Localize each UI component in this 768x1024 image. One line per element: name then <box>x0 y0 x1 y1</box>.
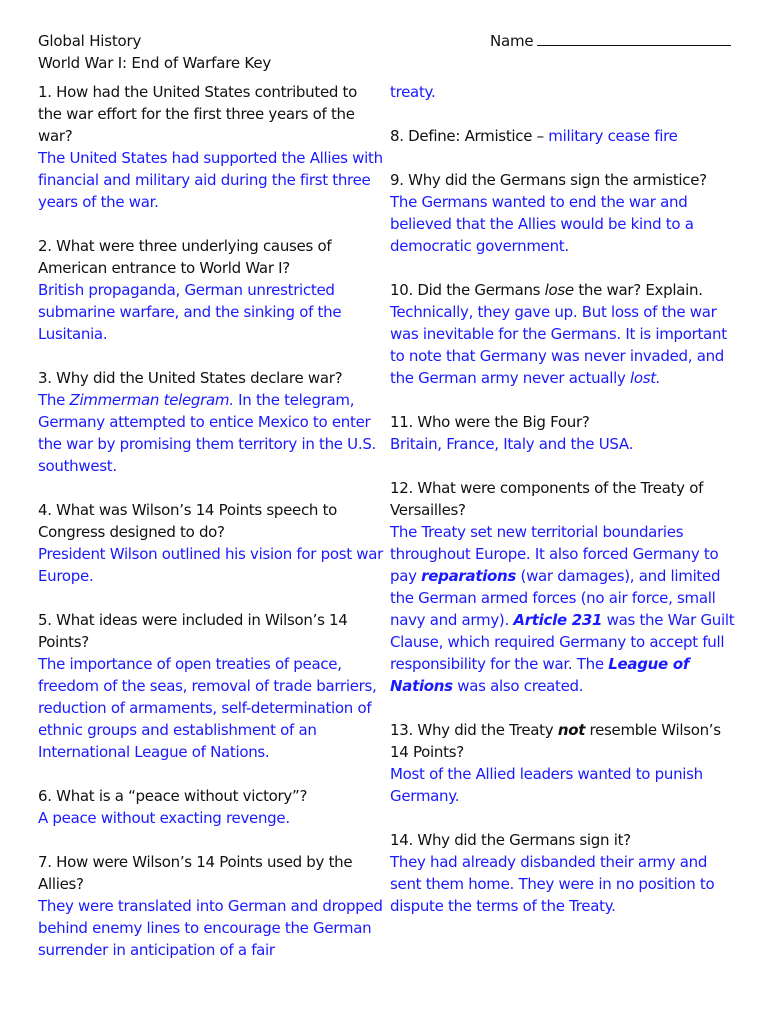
definition-term: 8. Define: Armistice – <box>390 127 549 145</box>
answer-emphasis: lost. <box>630 369 661 387</box>
definition-answer: military cease fire <box>548 127 678 145</box>
question-4 <box>38 499 383 587</box>
answer-text: They were translated into German and dropped behind enemy lines to encourage the German surrender in anticipation of a fair <box>38 897 383 959</box>
question-emphasis: not <box>557 721 586 739</box>
answer-main: Technically, they gave up. But loss of the war was inevitable for the Germans. It is important to note that Germany was never invaded, and the German army never actually <box>390 303 727 387</box>
question-rest: the war? Explain. <box>573 281 703 299</box>
answer-emphasis: Zimmerman telegram. <box>69 391 234 409</box>
answer-text: The Germans wanted to end the war and believed that the Allies would be kind to a democratic government. <box>390 193 694 255</box>
question-9 <box>390 169 742 257</box>
name-blank-line <box>537 31 731 46</box>
answer-lead: The <box>38 391 70 409</box>
question-7 <box>38 851 383 961</box>
question-text: 9. Why did the Germans sign the armistice? <box>390 171 707 189</box>
question-14 <box>390 829 742 917</box>
question-1 <box>38 81 383 213</box>
question-text: 12. What were components of the Treaty of Versailles? <box>390 479 704 519</box>
course-title: Global History <box>38 32 142 50</box>
question-10 <box>390 279 742 389</box>
right-column <box>390 81 742 939</box>
question-text <box>390 125 742 147</box>
left-column <box>38 81 383 983</box>
question-text: 4. What was Wilson’s 14 Points speech to Congress designed to do? <box>38 501 338 541</box>
question-12 <box>390 477 742 697</box>
answer-text: President Wilson outlined his vision for post war Europe. <box>38 545 383 585</box>
answer-rest: In the telegram, Germany attempted to entice Mexico to enter the war by promising them territory in the U.S. southwest. <box>38 391 377 475</box>
question-8 <box>390 125 742 147</box>
question-emphasis: lose <box>544 281 574 299</box>
answer-text: Most of the Allied leaders wanted to punish Germany. <box>390 765 703 805</box>
question-text: 6. What is a “peace without victory”? <box>38 787 308 805</box>
question-lead: 10. Did the Germans <box>390 281 545 299</box>
answer-text <box>390 521 742 697</box>
answer-text: The United States had supported the Allies with financial and military aid during the first three years of the war. <box>38 149 383 211</box>
question-rest: resemble Wilson’s 14 Points? <box>390 721 721 761</box>
term-league-of-nations: League of Nations <box>390 655 690 695</box>
answer-text: treaty. <box>390 83 436 101</box>
answer-text: The importance of open treaties of peace, freedom of the seas, removal of trade barriers, reduction of armaments, self-determination of ethnic groups and establishment of an International League of Nations. <box>38 655 377 761</box>
worksheet-subtitle: World War I: End of Warfare Key <box>38 54 272 72</box>
question-text: 3. Why did the United States declare war? <box>38 369 343 387</box>
question-text: 7. How were Wilson’s 14 Points used by the Allies? <box>38 853 353 893</box>
question-7-continued <box>390 81 742 103</box>
answer-text: Britain, France, Italy and the USA. <box>390 435 634 453</box>
question-6 <box>38 785 383 829</box>
question-text: 5. What ideas were included in Wilson’s 14 Points? <box>38 611 348 651</box>
answer-part-2: (war damages), and limited the German armed forces (no air force, small navy and army). <box>390 567 721 629</box>
question-text: 1. How had the United States contributed to the war effort for the first three years of the war? <box>38 83 358 145</box>
answer-text: A peace without exacting revenge. <box>38 809 290 827</box>
answer-part-4: was also created. <box>452 677 584 695</box>
question-11 <box>390 411 742 455</box>
question-text: 11. Who were the Big Four? <box>390 413 590 431</box>
question-2 <box>38 235 383 345</box>
header-left <box>38 30 271 74</box>
answer-part-3: was the War Guilt Clause, which required Germany to accept full responsibility for the war. The <box>390 611 735 673</box>
header-right <box>490 30 731 52</box>
answer-text: They had already disbanded their army and sent them home. They were in no position to dispute the terms of the Treaty. <box>390 853 715 915</box>
question-13 <box>390 719 742 807</box>
answer-text: British propaganda, German unrestricted submarine warfare, and the sinking of the Lusitania. <box>38 281 342 343</box>
answer-text <box>38 389 383 477</box>
term-reparations: reparations <box>421 567 517 585</box>
question-text: 2. What were three underlying causes of American entrance to World War I? <box>38 237 332 277</box>
answer-part-1: The Treaty set new territorial boundaries throughout Europe. It also forced Germany to pay <box>390 523 719 585</box>
name-label: Name <box>490 32 534 50</box>
question-5 <box>38 609 383 763</box>
question-text: 14. Why did the Germans sign it? <box>390 831 631 849</box>
question-3 <box>38 367 383 477</box>
question-text <box>390 279 742 301</box>
answer-text <box>390 301 742 389</box>
question-lead: 13. Why did the Treaty <box>390 721 558 739</box>
question-text <box>390 719 742 763</box>
term-article-231: Article 231 <box>513 611 603 629</box>
